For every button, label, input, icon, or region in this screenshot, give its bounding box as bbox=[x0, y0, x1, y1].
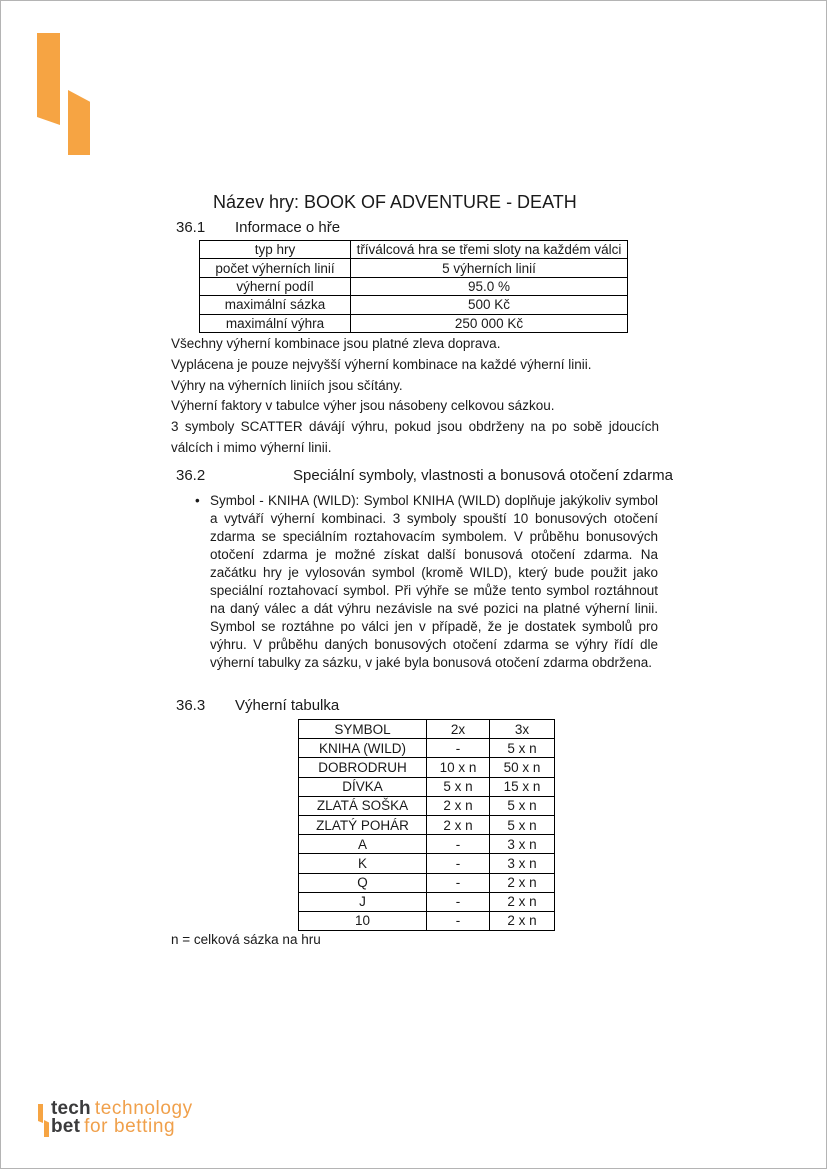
game-info-table-body bbox=[200, 241, 628, 333]
table-cell: 5 x n bbox=[490, 739, 555, 758]
table-row bbox=[299, 815, 555, 834]
table-cell: 2 x n bbox=[427, 815, 490, 834]
section-number: 36.2 bbox=[176, 467, 206, 484]
table-cell: 10 x n bbox=[427, 758, 490, 777]
logo-bar-icon bbox=[44, 1120, 49, 1137]
footer-logo-technology: technology bbox=[94, 1098, 193, 1119]
table-cell: 2 x n bbox=[427, 796, 490, 815]
table-row bbox=[299, 911, 555, 930]
table-cell: 50 x n bbox=[490, 758, 555, 777]
table-row bbox=[299, 777, 555, 796]
table-cell: - bbox=[427, 854, 490, 873]
intro-sentence: Výhry na výherních liniích jsou sčítány. bbox=[171, 377, 403, 393]
intro-sentence: Výherní faktory v tabulce výher jsou násobeny celkovou sázkou. bbox=[171, 398, 555, 414]
table-cell: ZLATÁ SOŠKA bbox=[299, 796, 427, 815]
section-number: 36.3 bbox=[176, 697, 206, 714]
section-number: 36.1 bbox=[176, 219, 206, 236]
table-cell: 5 x n bbox=[490, 815, 555, 834]
special-symbols-text: Symbol - KNIHA (WILD): Symbol KNIHA (WILD) doplňuje jakýkoliv symbol a vytváří výherní kombinaci. 3 symboly spouští 10 bonusových otočení zdarma se speciálním roztahovacím symbolem. V průběhu bonusových otočení zdarma je možné získat další bonusová otočení zdarma. Na začátku hry je vylosován symbol (kromě WILD), který bude použit jako speciální roztahovací symbol. Při výhře se může tento symbol roztáhnout na daný válec a dát výhru nezávisle na své pozici na platné výherní linii. Symbol se roztáhne po válci jen v případě, že je dostatek symbolů pro výhru. V průběhu daných bonusových otočení zdarma se výhry řídí dle výherní tabulky za sázku, v jaké byla bonusová otočení zdarma obdržena. bbox=[210, 493, 658, 670]
table-cell: maximální výhra bbox=[200, 314, 351, 332]
table-cell: - bbox=[427, 739, 490, 758]
table-cell: tříválcová hra se třemi sloty na každém válci bbox=[351, 241, 628, 259]
table-row bbox=[200, 314, 628, 332]
table-cell: J bbox=[299, 892, 427, 911]
table-cell: 5 x n bbox=[490, 796, 555, 815]
table-cell: - bbox=[427, 873, 490, 892]
bet-note: n = celková sázka na hru bbox=[171, 932, 321, 947]
footer-logo-bet: bet bbox=[51, 1116, 81, 1137]
table-cell: typ hry bbox=[200, 241, 351, 259]
footer-logo-forbetting: for betting bbox=[84, 1116, 176, 1137]
pay-table-head bbox=[299, 720, 555, 739]
table-row bbox=[299, 873, 555, 892]
table-cell: 15 x n bbox=[490, 777, 555, 796]
table-cell: Q bbox=[299, 873, 427, 892]
logo-bar-icon bbox=[37, 33, 60, 125]
bullet-icon: • bbox=[195, 493, 200, 508]
section-label: Informace o hře bbox=[235, 219, 341, 236]
table-row bbox=[299, 892, 555, 911]
pay-table-column-header: 3x bbox=[490, 720, 555, 739]
table-row bbox=[200, 296, 628, 314]
special-symbols-bullet bbox=[195, 492, 658, 672]
pay-table-column-header: 2x bbox=[427, 720, 490, 739]
section-label: Výherní tabulka bbox=[235, 697, 340, 714]
footer-logo-line2 bbox=[51, 1118, 193, 1136]
table-cell: K bbox=[299, 854, 427, 873]
page-title: Název hry: BOOK OF ADVENTURE - DEATH bbox=[213, 192, 577, 212]
table-cell: KNIHA (WILD) bbox=[299, 739, 427, 758]
table-row bbox=[299, 758, 555, 777]
table-row bbox=[299, 739, 555, 758]
table-row bbox=[299, 796, 555, 815]
intro-sentence: Všechny výherní kombinace jsou platné zleva doprava. bbox=[171, 336, 501, 351]
table-row bbox=[200, 277, 628, 295]
pay-table bbox=[298, 719, 555, 931]
table-cell: 2 x n bbox=[490, 911, 555, 930]
table-cell: 10 bbox=[299, 911, 427, 930]
pay-table-column-header: SYMBOL bbox=[299, 720, 427, 739]
table-cell: 5 x n bbox=[427, 777, 490, 796]
table-row bbox=[299, 835, 555, 854]
footer-logo-tech: tech bbox=[51, 1098, 91, 1119]
table-cell: DÍVKA bbox=[299, 777, 427, 796]
table-cell: - bbox=[427, 892, 490, 911]
table-cell: 95.0 % bbox=[351, 277, 628, 295]
footer-logo-text bbox=[51, 1100, 193, 1136]
pay-table-body bbox=[299, 739, 555, 931]
table-cell: 500 Kč bbox=[351, 296, 628, 314]
table-row bbox=[200, 241, 628, 259]
intro-sentence: Vyplácena je pouze nejvyšší výherní kombinace na každé výherní linii. bbox=[171, 356, 592, 372]
table-cell: počet výherních linií bbox=[200, 259, 351, 277]
intro-paragraphs bbox=[171, 334, 659, 459]
table-cell: ZLATÝ POHÁR bbox=[299, 815, 427, 834]
table-cell: 3 x n bbox=[490, 835, 555, 854]
table-cell: 5 výherních linií bbox=[351, 259, 628, 277]
table-cell: - bbox=[427, 911, 490, 930]
table-cell: A bbox=[299, 835, 427, 854]
table-cell: 2 x n bbox=[490, 892, 555, 911]
table-cell: 2 x n bbox=[490, 873, 555, 892]
pay-table-header-row bbox=[299, 720, 555, 739]
section-label: Speciální symboly, vlastnosti a bonusová otočení zdarma bbox=[293, 467, 673, 484]
game-info-table bbox=[199, 240, 628, 333]
logo-bar-icon bbox=[68, 90, 90, 155]
intro-sentence: 3 symboly SCATTER dávájí výhru, pokud jsou obdrženy na po sobě jdoucích válcích i mimo výherní linii. bbox=[171, 419, 659, 455]
table-row bbox=[200, 259, 628, 277]
table-cell: 250 000 Kč bbox=[351, 314, 628, 332]
table-row bbox=[299, 854, 555, 873]
table-cell: maximální sázka bbox=[200, 296, 351, 314]
table-cell: výherní podíl bbox=[200, 277, 351, 295]
table-cell: - bbox=[427, 835, 490, 854]
table-cell: DOBRODRUH bbox=[299, 758, 427, 777]
logo-bar-icon bbox=[38, 1104, 43, 1123]
table-cell: 3 x n bbox=[490, 854, 555, 873]
